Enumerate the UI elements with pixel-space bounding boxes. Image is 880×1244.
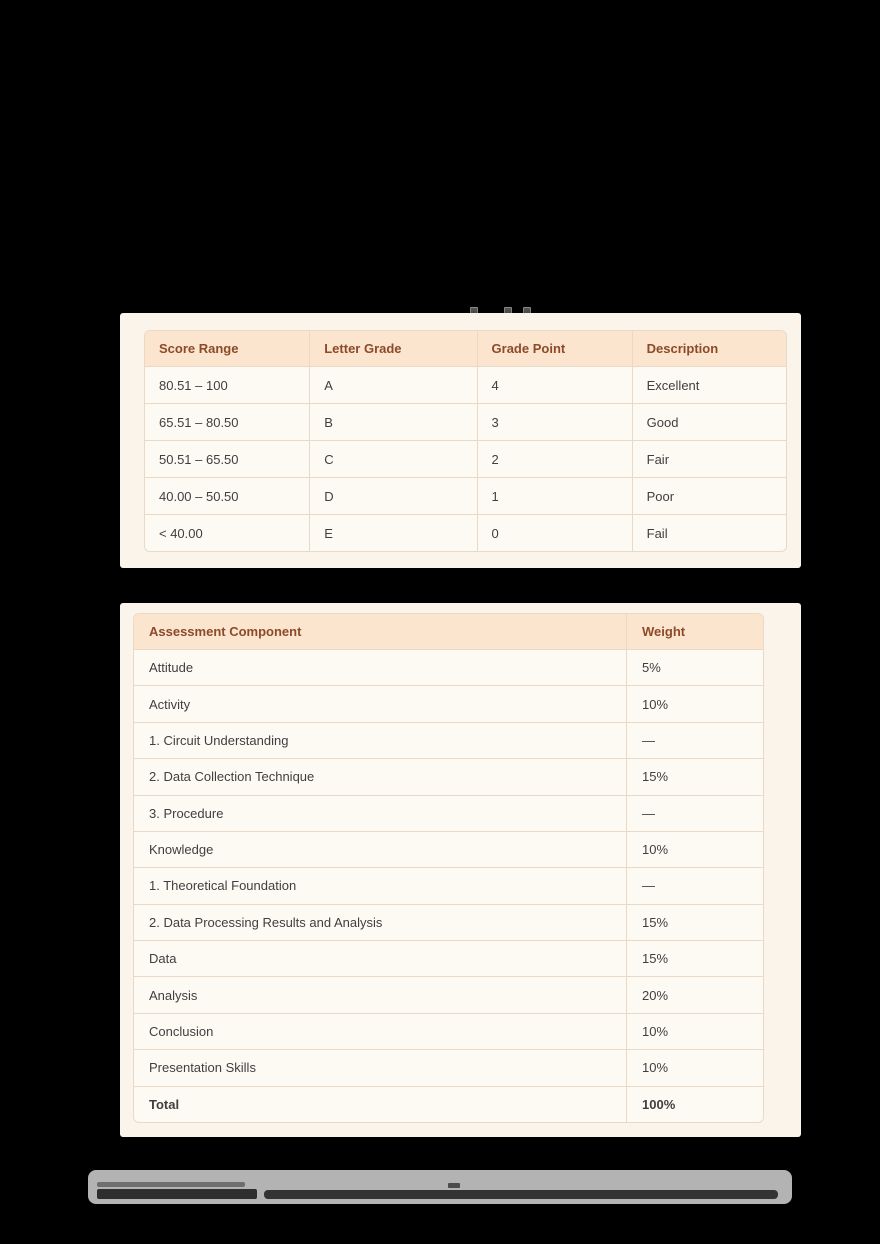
cell: A	[310, 367, 477, 404]
header-row	[134, 614, 763, 650]
cell: 15%	[627, 759, 764, 795]
cell: 1. Circuit Understanding	[134, 722, 627, 758]
column-header-letter-grade: Letter Grade	[310, 331, 477, 367]
table-row	[145, 367, 786, 404]
cell: Poor	[632, 478, 786, 515]
assessment-weights-panel	[120, 603, 801, 1137]
column-header-assessment-component: Assessment Component	[134, 614, 627, 650]
cell: Attitude	[134, 650, 627, 686]
cell-total-value: 100%	[627, 1086, 764, 1122]
table-row	[134, 759, 763, 795]
cell: Data	[134, 941, 627, 977]
cell: 5%	[627, 650, 764, 686]
column-header-score-range: Score Range	[145, 331, 310, 367]
cell: —	[627, 795, 764, 831]
cell: D	[310, 478, 477, 515]
cell: 10%	[627, 1013, 764, 1049]
cell: —	[627, 722, 764, 758]
table-row	[134, 686, 763, 722]
cell: 65.51 – 80.50	[145, 404, 310, 441]
cell: 4	[477, 367, 632, 404]
cell: Conclusion	[134, 1013, 627, 1049]
table-row	[134, 650, 763, 686]
column-header-weight: Weight	[627, 614, 764, 650]
cell: 10%	[627, 1050, 764, 1086]
table-row	[134, 868, 763, 904]
cell: Good	[632, 404, 786, 441]
cell: Fair	[632, 441, 786, 478]
cell: Fail	[632, 515, 786, 552]
grading-scale-panel	[120, 313, 801, 568]
table-row	[134, 977, 763, 1013]
cell: E	[310, 515, 477, 552]
cell: 80.51 – 100	[145, 367, 310, 404]
table-row	[145, 515, 786, 552]
footer-caption-line	[97, 1182, 245, 1187]
cell: 15%	[627, 941, 764, 977]
table-row	[145, 404, 786, 441]
cell: Activity	[134, 686, 627, 722]
column-header-description: Description	[632, 331, 786, 367]
table-row	[134, 941, 763, 977]
cell: C	[310, 441, 477, 478]
cell: Knowledge	[134, 831, 627, 867]
table-row	[134, 722, 763, 758]
cell: 10%	[627, 686, 764, 722]
table-row	[134, 1050, 763, 1086]
table-row	[134, 831, 763, 867]
cell: 0	[477, 515, 632, 552]
cell: 2. Data Collection Technique	[134, 759, 627, 795]
footer-label-block	[97, 1189, 257, 1199]
cell: 1	[477, 478, 632, 515]
footer-toolbar	[88, 1170, 792, 1204]
cell: —	[627, 868, 764, 904]
table-row	[134, 904, 763, 940]
cell: 3. Procedure	[134, 795, 627, 831]
cell: 40.00 – 50.50	[145, 478, 310, 515]
cell: Excellent	[632, 367, 786, 404]
assessment-table	[134, 614, 763, 1122]
total-row	[134, 1086, 763, 1122]
cell: 20%	[627, 977, 764, 1013]
cell: Analysis	[134, 977, 627, 1013]
cell: 50.51 – 65.50	[145, 441, 310, 478]
cell: 2. Data Processing Results and Analysis	[134, 904, 627, 940]
cell: 10%	[627, 831, 764, 867]
cell: 3	[477, 404, 632, 441]
cell: 15%	[627, 904, 764, 940]
table-row	[145, 441, 786, 478]
cell-total-label: Total	[134, 1086, 627, 1122]
header-row	[145, 331, 786, 367]
grading-scale-table	[145, 331, 786, 551]
table-row	[134, 1013, 763, 1049]
footer-page-indicator	[448, 1183, 460, 1188]
table-row	[134, 795, 763, 831]
grading-scale-table-frame	[144, 330, 787, 552]
assessment-table-frame	[133, 613, 764, 1123]
table-row	[145, 478, 786, 515]
column-header-grade-point: Grade Point	[477, 331, 632, 367]
cell: B	[310, 404, 477, 441]
cell: 1. Theoretical Foundation	[134, 868, 627, 904]
cell: < 40.00	[145, 515, 310, 552]
footer-scrollbar[interactable]	[264, 1190, 778, 1199]
cell: 2	[477, 441, 632, 478]
cell: Presentation Skills	[134, 1050, 627, 1086]
